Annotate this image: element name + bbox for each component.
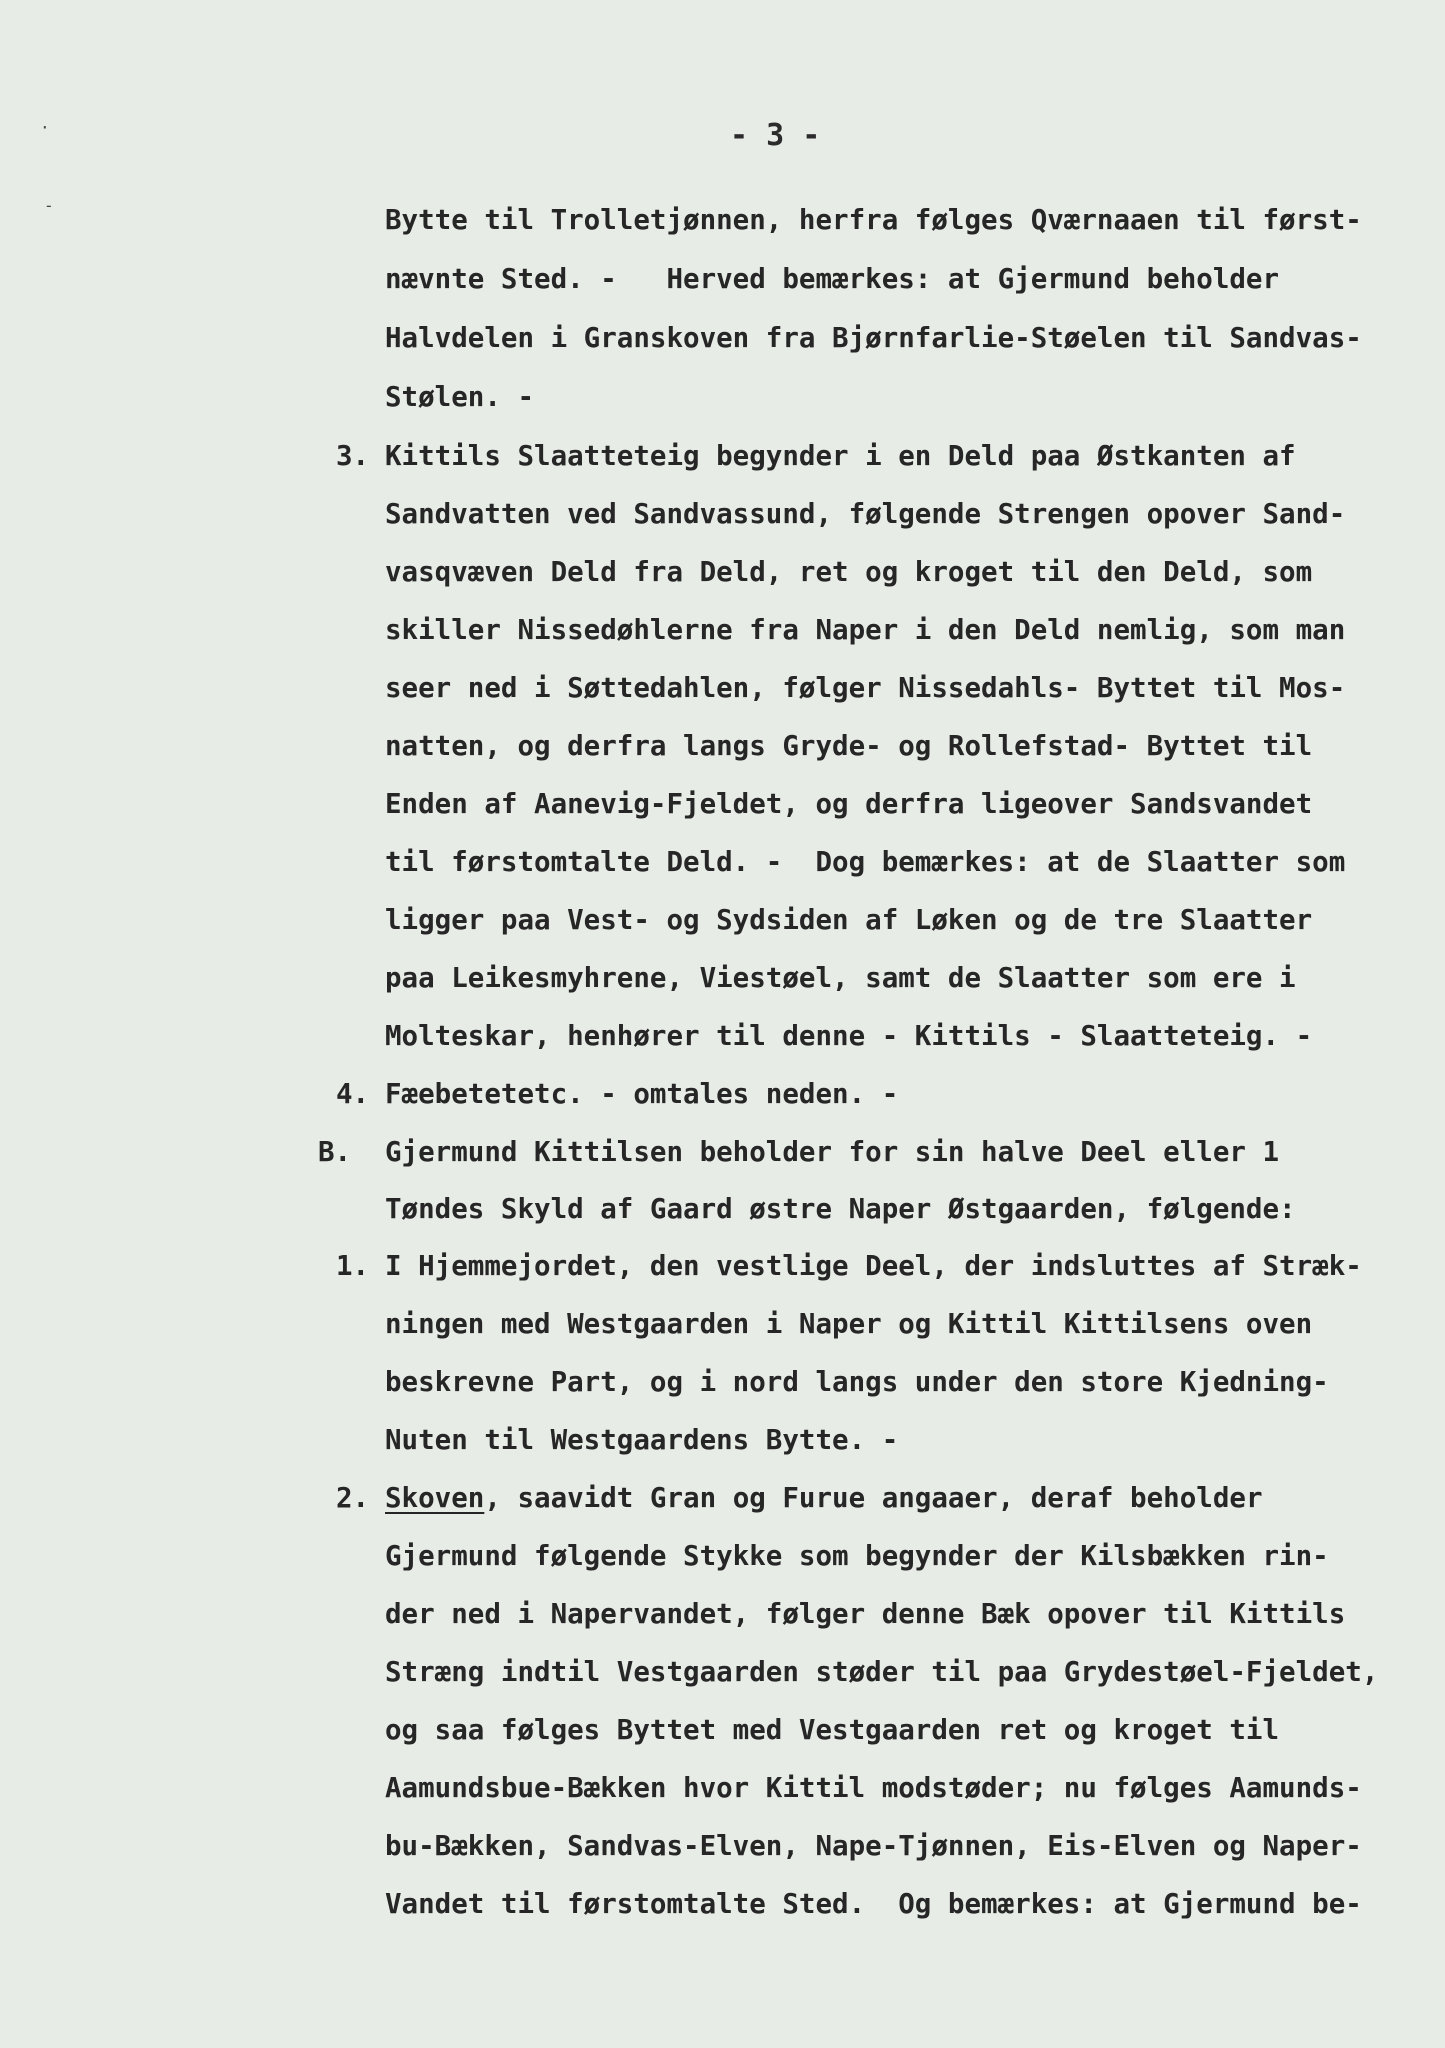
text-line: Molteskar, henhører til denne - Kittils - Slaatteteig. -: [385, 1020, 1313, 1052]
text-line: Kittils Slaatteteig begynder i en Deld paa Østkanten af: [385, 440, 1296, 472]
underlined-word: Skoven: [385, 1482, 485, 1514]
text-line: Stølen. -: [385, 381, 535, 413]
text-line: Enden af Aanevig-Fjeldet, og derfra ligeover Sandsvandet: [385, 788, 1313, 820]
text-line: bu-Bækken, Sandvas-Elven, Nape-Tjønnen, Eis-Elven og Naper-: [385, 1830, 1362, 1862]
item-number: 4.: [336, 1078, 370, 1110]
text-line: Halvdelen i Granskoven fra Bjørnfarlie-Støelen til Sandvas-: [385, 322, 1362, 354]
text-line: vasqvæven Deld fra Deld, ret og kroget til den Deld, som: [385, 556, 1313, 588]
page-number: - 3 -: [730, 118, 821, 153]
item-number: 3.: [336, 440, 370, 472]
section-letter: B.: [318, 1136, 352, 1168]
text-line: ligger paa Vest- og Sydsiden af Løken og de tre Slaatter: [385, 904, 1313, 936]
margin-mark: ·: [40, 118, 50, 137]
text-line: natten, og derfra langs Gryde- og Rollefstad- Byttet til: [385, 730, 1313, 762]
text-line: [385, 1482, 1263, 1514]
text-line: Gjermund Kittilsen beholder for sin halve Deel eller 1: [385, 1136, 1280, 1168]
text-line: Stræng indtil Vestgaarden støder til paa Grydestøel-Fjeldet,: [385, 1656, 1379, 1688]
text-line: beskrevne Part, og i nord langs under den store Kjedning-: [385, 1366, 1329, 1398]
text-line: og saa følges Byttet med Vestgaarden ret og kroget til: [385, 1714, 1280, 1746]
text-line: Bytte til Trolletjønnen, herfra følges Qværnaaen til først-: [385, 204, 1362, 236]
text-line: paa Leikesmyhrene, Viestøel, samt de Slaatter som ere i: [385, 962, 1296, 994]
item-number: 2.: [336, 1482, 370, 1514]
text-line: skiller Nissedøhlerne fra Naper i den Deld nemlig, som man: [385, 614, 1346, 646]
line-rest: , saavidt Gran og Furue angaaer, deraf beholder: [484, 1482, 1263, 1514]
text-line: Fæebetetetc. - omtales neden. -: [385, 1078, 899, 1110]
text-line: Vandet til førstomtalte Sted. Og bemærkes: at Gjermund be-: [385, 1888, 1362, 1920]
text-line: der ned i Napervandet, følger denne Bæk opover til Kittils: [385, 1598, 1346, 1630]
text-line: Tøndes Skyld af Gaard østre Naper Østgaarden, følgende:: [385, 1193, 1296, 1225]
text-line: Nuten til Westgaardens Bytte. -: [385, 1424, 899, 1456]
text-line: til førstomtalte Deld. - Dog bemærkes: at de Slaatter som: [385, 846, 1346, 878]
text-line: nævnte Sted. - Herved bemærkes: at Gjermund beholder: [385, 263, 1280, 295]
item-number: 1.: [336, 1250, 370, 1282]
margin-dash: -: [44, 196, 54, 215]
text-line: seer ned i Søttedahlen, følger Nissedahls- Byttet til Mos-: [385, 672, 1346, 704]
text-line: Gjermund følgende Stykke som begynder der Kilsbækken rin-: [385, 1540, 1329, 1572]
text-line: I Hjemmejordet, den vestlige Deel, der indsluttes af Stræk-: [385, 1250, 1362, 1282]
text-line: Sandvatten ved Sandvassund, følgende Strengen opover Sand-: [385, 498, 1346, 530]
text-line: Aamundsbue-Bækken hvor Kittil modstøder; nu følges Aamunds-: [385, 1772, 1362, 1804]
text-line: ningen med Westgaarden i Naper og Kittil Kittilsens oven: [385, 1308, 1313, 1340]
